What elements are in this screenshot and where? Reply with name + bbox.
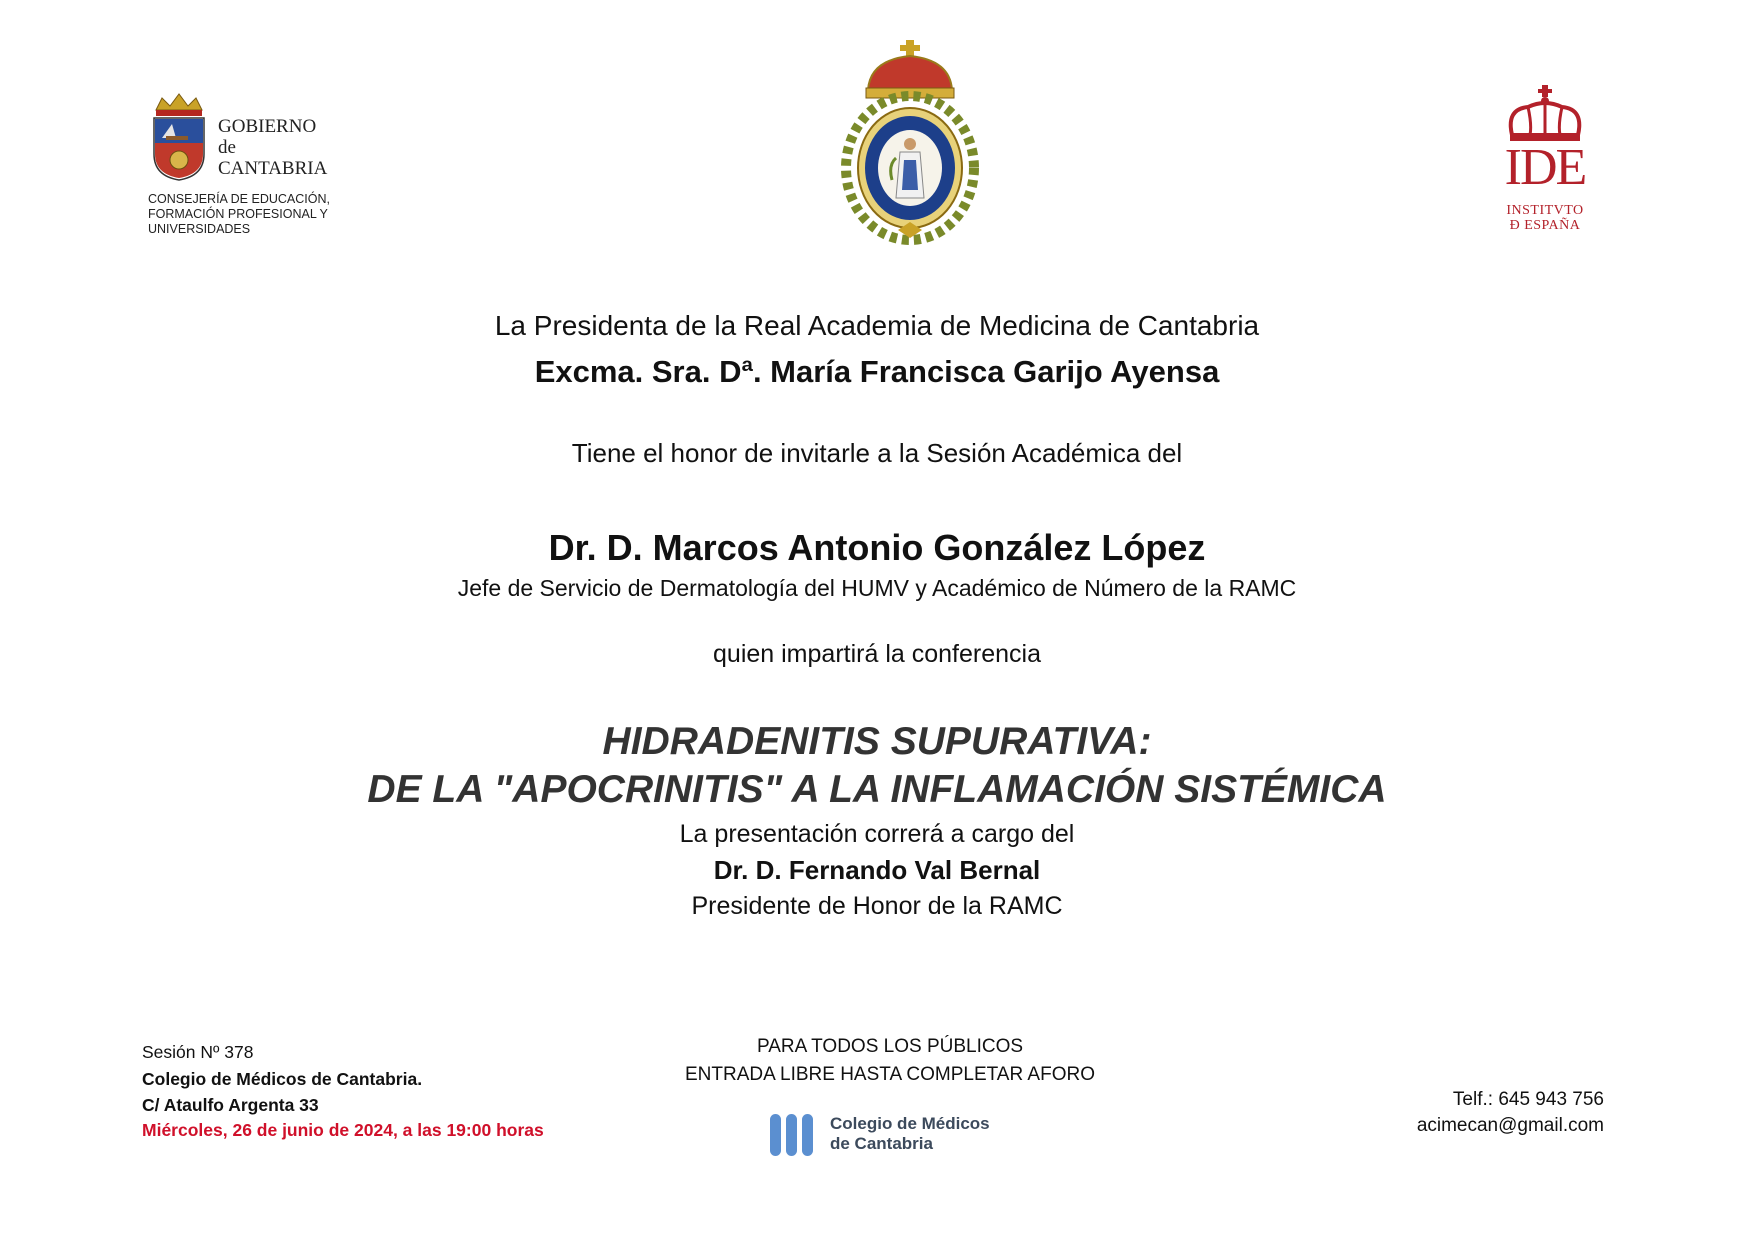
entry-notice: ENTRADA LIBRE HASTA COMPLETAR AFORO bbox=[685, 1064, 1095, 1085]
conference-line: quien impartirá la conferencia bbox=[713, 640, 1041, 668]
cantabria-coat-of-arms-icon bbox=[148, 92, 210, 182]
contact-phone: Telf.: 645 943 756 bbox=[1452, 1089, 1604, 1110]
ide-monogram: IDE bbox=[1504, 139, 1586, 196]
colegio-logo-line-2: de Cantabria bbox=[830, 1134, 933, 1153]
presentation-line: La presentación correrá a cargo del bbox=[679, 820, 1075, 848]
presidenta-name: Excma. Sra. Dª. María Francisca Garijo Ayensa bbox=[534, 354, 1220, 389]
invite-line: Tiene el honor de invitarle a la Sesión Académica del bbox=[571, 438, 1183, 468]
colegio-medicos-bars-icon bbox=[768, 1110, 818, 1158]
speaker-name: Dr. D. Marcos Antonio González López bbox=[548, 527, 1206, 568]
gobierno-name-line-1: GOBIERNO bbox=[218, 116, 317, 137]
consejeria-line-1: CONSEJERÍA DE EDUCACIÓN, bbox=[148, 192, 330, 206]
instituto-espana-logo bbox=[1492, 85, 1598, 235]
contact-email: acimecan@gmail.com bbox=[1416, 1115, 1604, 1136]
gobierno-name-line-2: de bbox=[218, 137, 236, 158]
consejeria-line-3: UNIVERSIDADES bbox=[148, 222, 251, 236]
audience-notice: PARA TODOS LOS PÚBLICOS bbox=[756, 1036, 1024, 1057]
gobierno-cantabria-logo bbox=[148, 92, 358, 242]
instituto-line: INSTITVTO bbox=[1506, 203, 1584, 218]
royal-crown-icon bbox=[1492, 85, 1598, 145]
colegio-medicos-logo bbox=[768, 1110, 1018, 1162]
venue-name: Colegio de Médicos de Cantabria. bbox=[142, 1069, 423, 1089]
session-number: Sesión Nº 378 bbox=[142, 1042, 254, 1062]
colegio-logo-line-1: Colegio de Médicos bbox=[830, 1114, 990, 1133]
presenter-role: Presidente de Honor de la RAMC bbox=[691, 892, 1063, 920]
speaker-role: Jefe de Servicio de Dermatología del HUMV y Académico de Número de la RAMC bbox=[457, 575, 1297, 601]
conference-title-line-1: HIDRADENITIS SUPURATIVA: bbox=[602, 720, 1152, 763]
presenter-name: Dr. D. Fernando Val Bernal bbox=[713, 855, 1041, 885]
presidenta-line: La Presidenta de la Real Academia de Medicina de Cantabria bbox=[494, 310, 1260, 341]
consejeria-line-2: FORMACIÓN PROFESIONAL Y bbox=[148, 207, 328, 221]
academia-seal bbox=[840, 40, 980, 245]
gobierno-name-line-3: CANTABRIA bbox=[218, 158, 328, 179]
academia-seal-icon bbox=[840, 40, 980, 245]
event-datetime: Miércoles, 26 de junio de 2024, a las 19:00 horas bbox=[142, 1120, 544, 1140]
venue-address: C/ Ataulfo Argenta 33 bbox=[142, 1095, 319, 1115]
conference-title-line-2: DE LA "APOCRINITIS" A LA INFLAMACIÓN SISTÉMICA bbox=[367, 768, 1387, 811]
espana-line: Đ ESPAÑA bbox=[1509, 218, 1581, 233]
